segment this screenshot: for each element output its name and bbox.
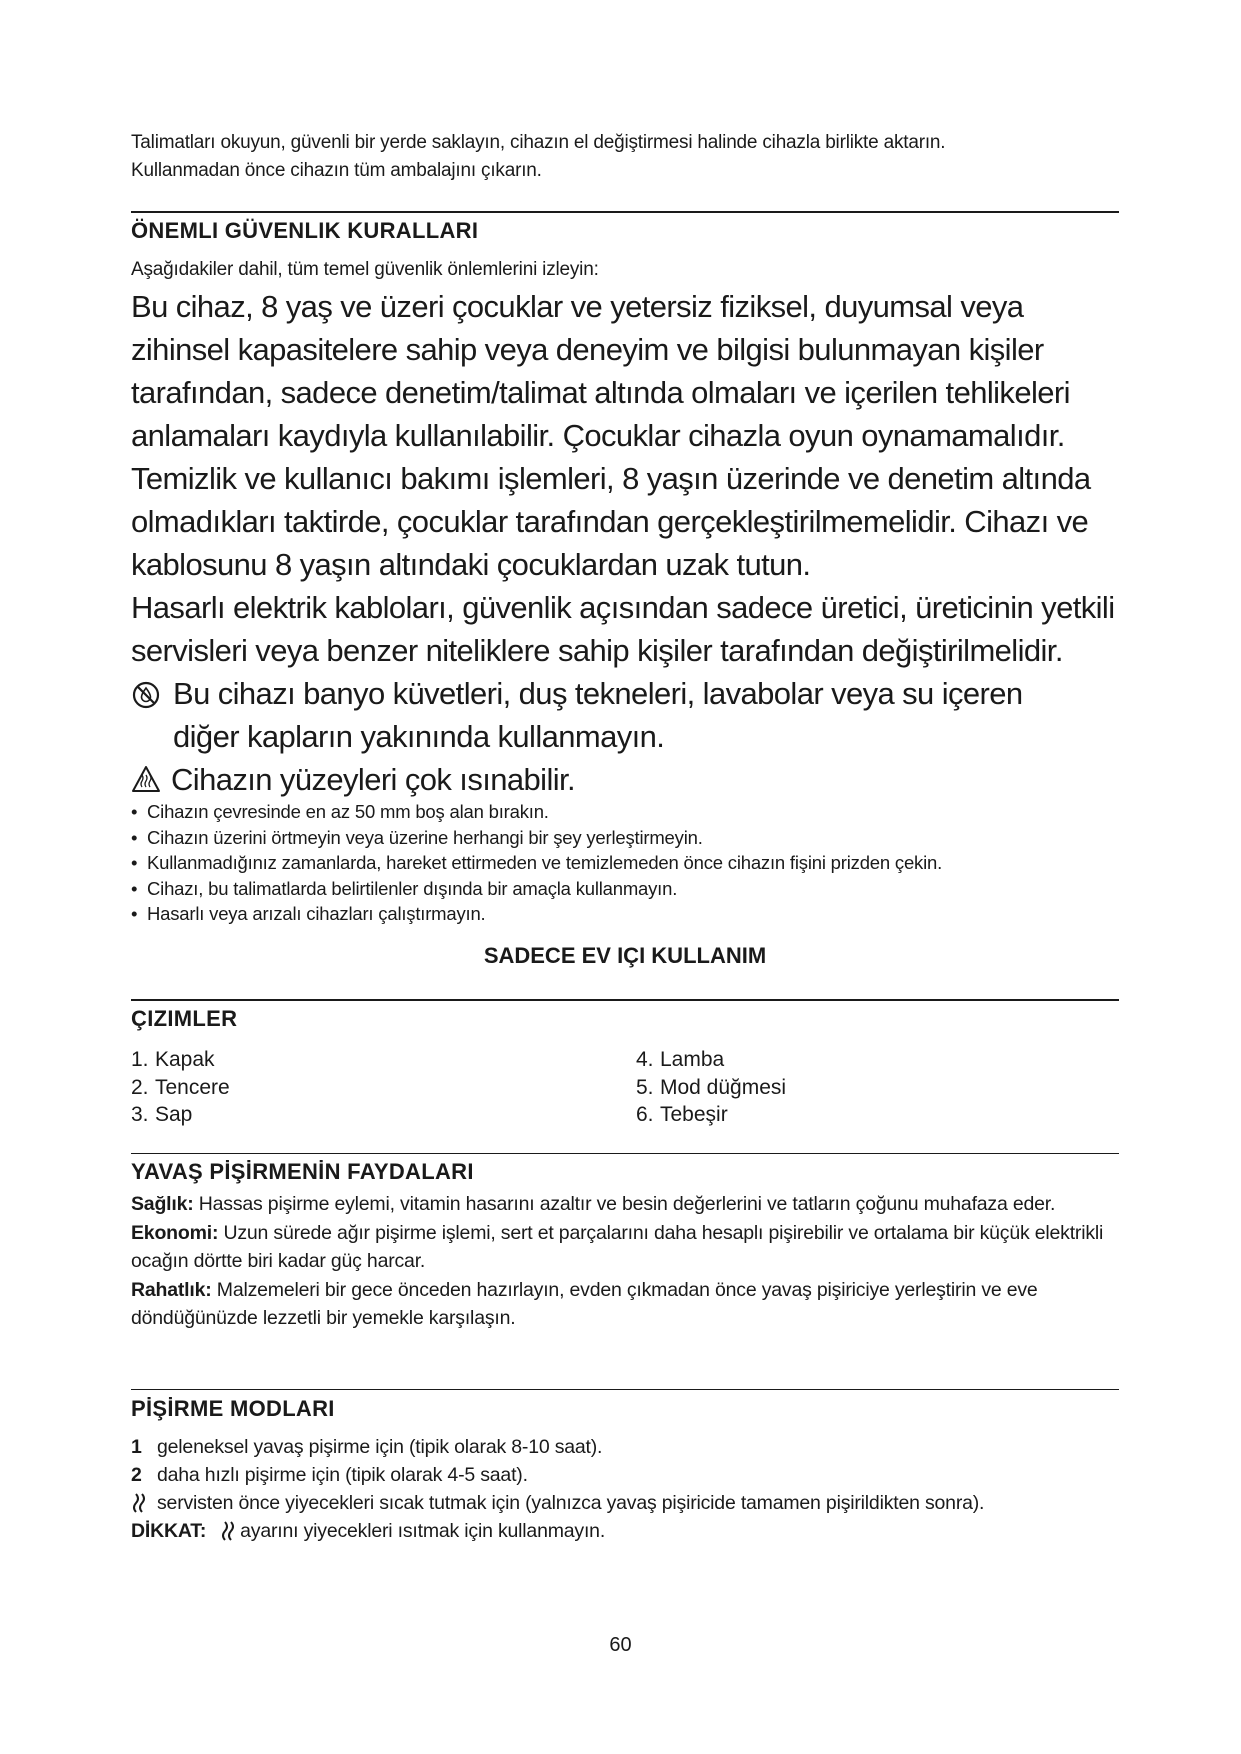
safety-bullet-list (131, 799, 1121, 927)
caution-note: DİKKAT: ayarını yiyecekleri ısıtmak için kullanmayın. (131, 1520, 606, 1542)
list-item: 1. Kapak (131, 1048, 215, 1071)
benefits-heading: YAVAŞ PİŞİRMENİN FAYDALARI (131, 1159, 474, 1184)
list-item: • Cihazın üzerini örtmeyin veya üzerine herhangi bir şey yerleştirmeyin. (131, 825, 1121, 851)
keep-warm-icon (220, 1520, 236, 1542)
benefit-convenience: Rahatlık: Malzemeleri bir gece önceden hazırlayın, evden çıkmadan önce yavaş pişiriciye yerleştirin ve eve döndüğünüzde lezzetli bir yemekle karşılaşın. (131, 1278, 1038, 1329)
benefits-list (131, 1190, 1121, 1333)
section-divider (131, 211, 1119, 213)
cooking-modes-list (131, 1433, 1121, 1545)
household-use-notice: SADECE EV IÇI KULLANIM (483, 943, 767, 968)
list-item: 5. Mod düğmesi (636, 1075, 787, 1099)
safety-paragraph-children: Bu cihaz, 8 yaş ve üzeri çocuklar ve yetersiz fiziksel, duyumsal veya zihinsel kapasitelere sahip veya deneyim ve bilgisi bulunmayan kişiler tarafından, sadece denetim/talimat altında olmaları ve içerilen tehlikeleri anlamaları kaydıyla kullanılabilir. Çocuklar cihazla oyun oynamamalıdır. Temizlik ve kullanıcı bakımı işlemleri, 8 yaşın üzerinde ve denetim altında olmadıkları taktirde, çocuklar tarafından gerçekleştirilmemelidir. Cihazı ve kablosunu 8 yaşın altındaki çocuklardan uzak tutun. (131, 289, 1091, 582)
safety-subtitle: Aşağıdakiler dahil, tüm temel güvenlik önlemlerini izleyin: (131, 259, 599, 280)
section-divider (131, 1389, 1119, 1390)
parts-column-right (636, 1046, 786, 1129)
list-item: 3. Sap (131, 1103, 193, 1126)
list-item: • Hasarlı veya arızalı cihazları çalıştırmayın. (131, 901, 1121, 927)
parts-column-left (131, 1046, 230, 1129)
modes-heading: PİŞİRME MODLARI (131, 1396, 335, 1421)
list-item: 2. Tencere (131, 1075, 230, 1099)
safety-main-text (131, 285, 1121, 801)
intro-line-2: Kullanmadan önce cihazın tüm ambalajını çıkarın. (131, 160, 542, 181)
list-item: 6. Tebeşir (636, 1103, 728, 1126)
safety-heading: ÖNEMLI GÜVENLIK KURALLARI (131, 218, 479, 243)
hot-surface-icon (131, 765, 161, 793)
safety-paragraph-cables: Hasarlı elektrik kabloları, güvenlik açısından sadece üretici, üreticinin yetkili servisleri veya benzer niteliklere sahip kişiler tarafından değiştirilmelidir. (131, 590, 1115, 668)
list-item: • Kullanmadığınız zamanlarda, hareket ettirmeden ve temizlemeden önce cihazın fişini prizden çekin. (131, 850, 1121, 876)
list-item: 4. Lamba (636, 1048, 725, 1071)
no-water-icon (131, 680, 161, 710)
mode-item-keep-warm: servisten önce yiyecekleri sıcak tutmak için (yalnızca yavaş pişiricide tamamen pişirildikten sonra). (131, 1489, 1121, 1517)
mode-item: 2 daha hızlı pişirme için (tipik olarak 4-5 saat). (131, 1464, 528, 1486)
page-number: 60 (609, 1634, 632, 1656)
drawings-heading: ÇIZIMLER (131, 1006, 238, 1031)
mode-item: 1 geleneksel yavaş pişirme için (tipik olarak 8-10 saat). (131, 1436, 603, 1458)
list-item: • Cihazı, bu talimatlarda belirtilenler dışında bir amaçla kullanmayın. (131, 876, 1121, 902)
benefit-health: Sağlık: Hassas pişirme eylemi, vitamin hasarını azaltır ve besin değerlerini ve tatların çoğunu muhafaza eder. (131, 1193, 1056, 1215)
hot-surface-text: Cihazın yüzeyleri çok ısınabilir. (171, 762, 576, 797)
keep-warm-icon (131, 1492, 147, 1514)
benefit-economy: Ekonomi: Uzun sürede ağır pişirme işlemi, sert et parçalarını daha hesaplı pişirebilir ve ortalama bir küçük elektrikli ocağın dörtte biri kadar güç harcar. (131, 1221, 1104, 1272)
intro-text (131, 129, 1121, 185)
section-divider (131, 1153, 1119, 1154)
list-item: • Cihazın çevresinde en az 50 mm boş alan bırakın. (131, 799, 1121, 825)
water-warning (131, 672, 1121, 758)
intro-line-1: Talimatları okuyun, güvenli bir yerde saklayın, cihazın el değiştirmesi halinde cihazla birlikte aktarın. (131, 132, 946, 153)
section-divider (131, 999, 1119, 1001)
water-warning-text: Bu cihazı banyo küvetleri, duş tekneleri, lavabolar veya su içeren diğer kapların yakınında kullanmayın. (173, 676, 1023, 754)
hot-surface-warning (131, 758, 1121, 801)
